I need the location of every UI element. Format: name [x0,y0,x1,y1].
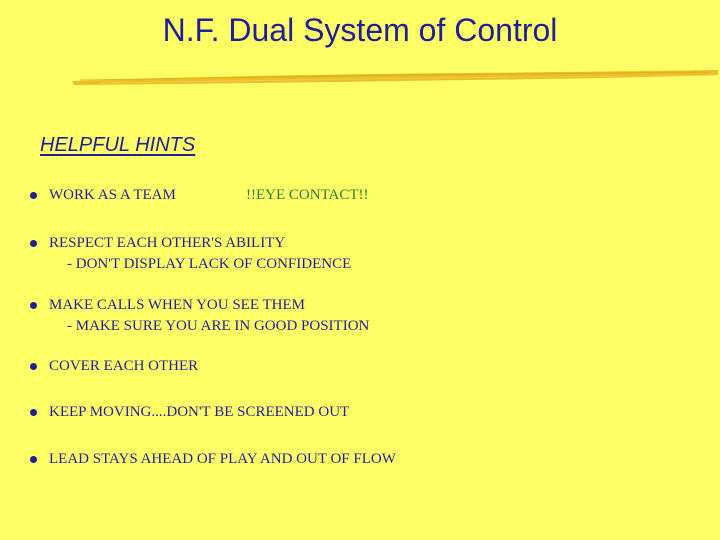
brush-stroke-divider [70,66,720,90]
bullet-dot-icon [30,192,37,199]
bullet-text: RESPECT EACH OTHER'S ABILITY [49,235,286,251]
bullet-text: MAKE CALLS WHEN YOU SEE THEM [49,297,305,313]
bullet-text: KEEP MOVING....DON'T BE SCREENED OUT [49,404,350,420]
bullet-text: LEAD STAYS AHEAD OF PLAY AND OUT OF FLOW [49,451,396,467]
section-heading: HELPFUL HINTS [40,134,196,156]
bullet-dot-icon [30,302,37,309]
bullet-dot-icon [30,456,37,463]
bullet-dot-icon [30,409,37,416]
bullet-dot-icon [30,363,37,370]
eye-contact-note: !!EYE CONTACT!! [246,187,369,203]
bullet-subtext: - MAKE SURE YOU ARE IN GOOD POSITION [67,318,370,334]
bullet-subtext: - DON'T DISPLAY LACK OF CONFIDENCE [67,256,352,272]
bullet-text: WORK AS A TEAM [49,187,176,203]
slide-title: N.F. Dual System of Control [162,12,558,48]
bullet-dot-icon [30,240,37,247]
bullet-text: COVER EACH OTHER [49,358,199,374]
